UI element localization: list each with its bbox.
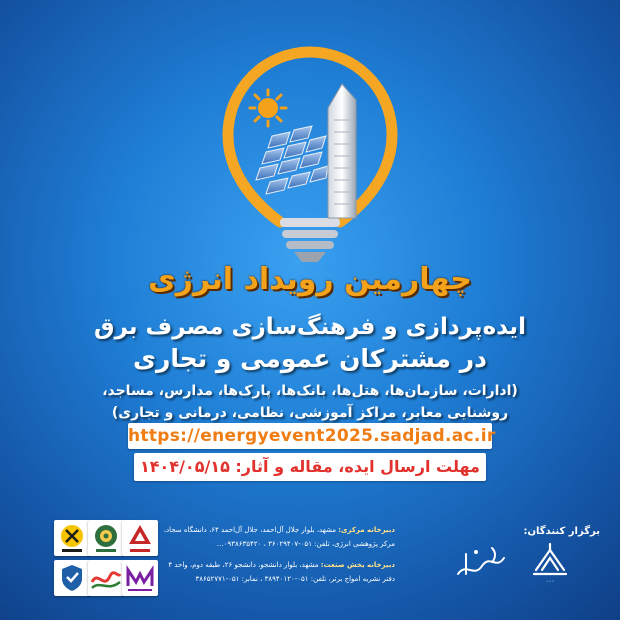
lightbulb-solar-building-icon xyxy=(210,40,410,270)
central-secretariat-contact: مرکز پژوهشی انرژی، تلفن: ۰۵۱-۳۶۰۲۹۴۰۷ ، ۰۹۳۸۶۳۵۴۲۰… xyxy=(216,540,395,548)
event-headline: چهارمین رویداد انرژی xyxy=(148,262,472,297)
sun-icon xyxy=(250,90,286,126)
central-secretariat-label: دبیرخانه مرکزی: xyxy=(338,526,395,534)
electricity-company-logo xyxy=(54,520,90,556)
event-details-2: روشنایی معابر، مراکز آموزشی، نظامی، درمانی و تجاری) xyxy=(111,405,509,421)
wave-m-logo xyxy=(122,560,158,596)
shield-logo xyxy=(54,560,90,596)
wave-logo xyxy=(88,560,124,596)
emblem-logo xyxy=(88,520,124,556)
submission-deadline: مهلت ارسال ایده، مقاله و آثار: ۱۴۰۴/۰۵/۱۵ xyxy=(134,453,486,481)
organizers-label: برگزار کنندگان: xyxy=(523,526,600,537)
sadjad-red-logo xyxy=(122,520,158,556)
industry-secretariat-contact: دفتر نشریه امواج برتر، تلفن: ۰۵۱-۳۸۹۴۰۱۲۰ ، نمابر: ۰۵۱-۳۸۶۵۲۷۷۱ xyxy=(195,575,395,583)
industry-secretariat-label: دبیرخانه بخش صنعت: xyxy=(320,561,395,569)
industry-secretariat-address-text: مشهد، بلوار دانشجو، دانشجو ۲۶، طبقه دوم، واحد ۴ xyxy=(168,561,319,569)
event-details-1: (ادارات، سازمان‌ها، هتل‌ها، بانک‌ها، پارک‌ها، مدارس، مساجد، xyxy=(102,383,518,399)
event-subtitle-2: در مشترکان عمومی و تجاری xyxy=(133,344,487,373)
amvaj-bartar-logo xyxy=(452,540,510,590)
event-subtitle-1: ایده‌پردازی و فرهنگ‌سازی مصرف برق xyxy=(94,314,526,340)
svg-text:◦◦◦: ◦◦◦ xyxy=(545,579,555,585)
central-secretariat-address-text: مشهد، بلوار جلال آل‌احمد، جلال آل‌احمد ۶۴، دانشگاه سجاد، xyxy=(163,526,337,534)
event-url-link[interactable]: https://energyevent2025.sadjad.ac.ir xyxy=(128,423,492,449)
sadjad-university-logo xyxy=(528,540,572,586)
